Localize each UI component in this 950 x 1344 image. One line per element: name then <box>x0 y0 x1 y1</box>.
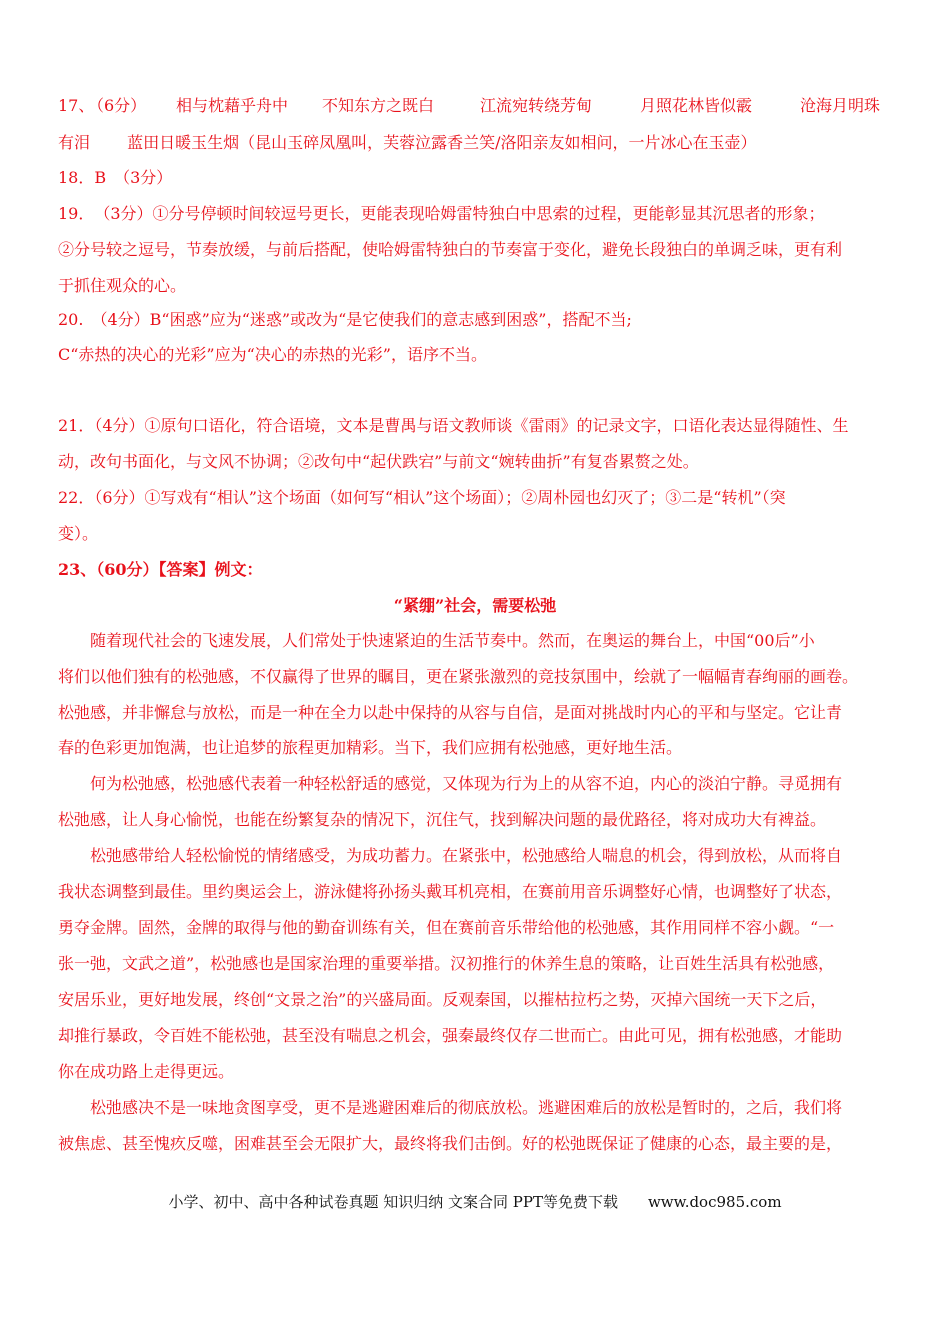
answer-17-item: 不知东方之既白 <box>322 96 435 115</box>
answer-17-item: 相与枕藉乎舟中 <box>176 96 289 115</box>
answer-20-line: C“赤热的决心的光彩”应为“决心的赤热的光彩”，语序不当。 <box>58 345 487 364</box>
answer-17-item: 江流宛转绕芳甸 <box>480 96 593 115</box>
essay-line: 春的色彩更加饱满，也让追梦的旅程更加精彩。当下，我们应拥有松弛感，更好地生活。 <box>58 738 683 757</box>
answer-22-line: 变）。 <box>58 524 99 543</box>
answer-21-line: 动，改句书面化，与文风不协调；②改句中“起伏跌宕”与前文“婉转曲折”有复沓累赘之处。 <box>58 452 699 471</box>
essay-line: 安居乐业，更好地发展，终创“文景之治”的兴盛局面。反观秦国，以摧枯拉朽之势，灭掉六国统一天下之后， <box>58 990 827 1009</box>
answer-18: 18．B （3分） <box>58 168 173 187</box>
essay-line: 我状态调整到最佳。里约奥运会上，游泳健将孙扬头戴耳机亮相，在赛前用音乐调整好心情，也调整好了状态， <box>58 882 843 901</box>
answer-17-item: 沧海月明珠 <box>800 96 881 115</box>
answer-21-line: 21．（4分）①原句口语化，符合语境，文本是曹禺与语文教师谈《雷雨》的记录文字，口语化表达显得随性、生 <box>58 416 849 435</box>
essay-line: 随着现代社会的飞速发展，人们常处于快速紧迫的生活节奏中。然而，在奥运的舞台上，中国“00后”小 <box>58 631 815 650</box>
essay-line: 松弛感，让人身心愉悦，也能在纷繁复杂的情况下，沉住气，找到解决问题的最优路径，将对成功大有裨益。 <box>58 810 827 829</box>
essay-line: 你在成功路上走得更远。 <box>58 1062 235 1081</box>
essay-line: 却推行暴政，令百姓不能松弛，甚至没有喘息之机会，强秦最终仅存二世而亡。由此可见，拥有松弛感，才能助 <box>58 1026 843 1045</box>
essay-title: “紧绷”社会，需要松弛 <box>393 596 557 615</box>
answer-22-line: 22．（6分）①写戏有“相认”这个场面（如何写“相认”这个场面）；②周朴园也幻灭了；③二是“转机”（突 <box>58 488 786 507</box>
answer-19-line: 于抓住观众的心。 <box>58 276 187 295</box>
answer-23-header: 23、（60分）【答案】例文： <box>58 560 263 579</box>
essay-line: 松弛感带给人轻松愉悦的情绪感受，为成功蓄力。在紧张中，松弛感给人喘息的机会，得到放松，从而将自 <box>58 846 843 865</box>
answer-17-label: 17、 <box>58 96 95 115</box>
essay-line: 将们以他们独有的松弛感，不仅赢得了世界的瞩目，更在紧张激烈的竞技氛围中，绘就了一幅幅青春绚丽的画卷。 <box>58 667 859 686</box>
answer-20-line: 20. （4分）B“困惑”应为“迷惑”或改为“是它使我们的意志感到困惑”，搭配不当; <box>58 310 632 329</box>
answer-17-line2: 有泪 蓝田日暖玉生烟（昆山玉碎凤凰叫，芙蓉泣露香兰笑/洛阳亲友如相问，一片冰心在玉壶） <box>58 133 757 152</box>
answer-19-line: 19． （3分）①分号停顿时间较逗号更长，更能表现哈姆雷特独白中思索的过程，更能彰显其沉思者的形象； <box>58 204 825 223</box>
essay-line: 勇夺金牌。固然，金牌的取得与他的勤奋训练有关，但在赛前音乐带给他的松弛感，其作用同样不容小觑。“一 <box>58 918 835 937</box>
answer-17-line1 <box>58 96 898 118</box>
answer-19-line: ②分号较之逗号，节奏放缓，与前后搭配，使哈姆雷特独白的节奏富于变化，避免长段独白的单调乏味，更有利 <box>58 240 843 259</box>
answer-17-item: 月照花林皆似霰 <box>640 96 753 115</box>
essay-line: 张一弛，文武之道”，松弛感也是国家治理的重要举措。汉初推行的休养生息的策略，让百姓生活具有松弛感， <box>58 954 835 973</box>
essay-line: 松弛感决不是一味地贪图享受，更不是逃避困难后的彻底放松。逃避困难后的放松是暂时的，之后，我们将 <box>58 1098 843 1117</box>
page-footer: 小学、初中、高中各种试卷真题 知识归纳 文案合同 PPT等免费下载 www.doc985.com <box>168 1193 782 1211</box>
essay-line: 松弛感，并非懈怠与放松，而是一种在全力以赴中保持的从容与自信，是面对挑战时内心的平和与坚定。它让青 <box>58 703 843 722</box>
answer-17-score: （6分） <box>88 96 147 115</box>
essay-line: 何为松弛感，松弛感代表着一种轻松舒适的感觉，又体现为行为上的从容不迫，内心的淡泊宁静。寻觅拥有 <box>58 774 843 793</box>
essay-line: 被焦虑、甚至愧疚反噬，困难甚至会无限扩大，最终将我们击倒。好的松弛既保证了健康的心态，最主要的是， <box>58 1134 843 1153</box>
